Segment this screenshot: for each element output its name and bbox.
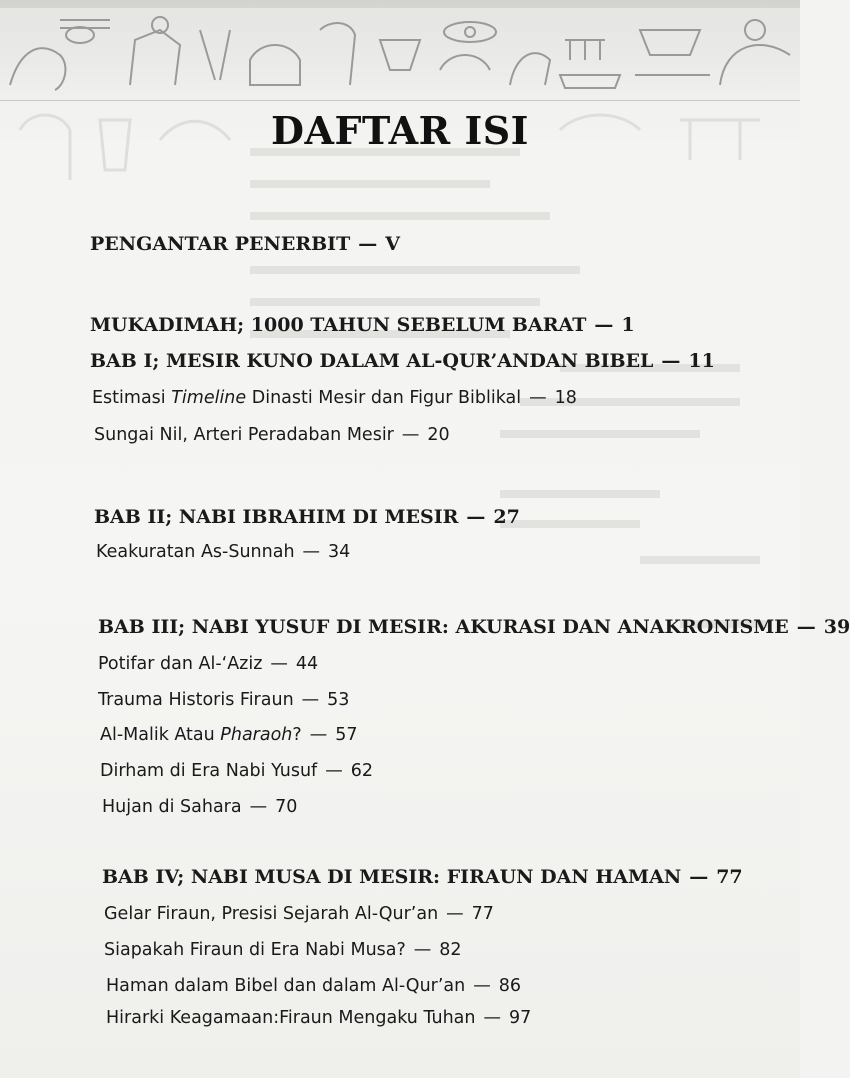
toc-entry-title: Dinasti Mesir dan Figur Biblikal <box>246 388 522 408</box>
show-through-background <box>0 100 800 660</box>
toc-separator: — <box>401 425 420 445</box>
toc-separator: — <box>309 725 328 745</box>
toc-chapter-entry <box>94 506 520 528</box>
toc-page-number: 77 <box>716 866 743 888</box>
toc-entry-title: BAB I; MESIR KUNO DALAM AL-QUR’ANDAN BIBEL <box>90 350 654 372</box>
toc-entry-title: Pharaoh <box>220 725 293 745</box>
toc-entry-title: Hirarki Keagamaan:Firaun Mengaku Tuhan <box>106 1008 476 1028</box>
toc-separator: — <box>249 797 268 817</box>
toc-entry-title: Hujan di Sahara <box>102 797 242 817</box>
toc-entry-title: Dirham di Era Nabi Yusuf <box>100 761 318 781</box>
toc-separator: — <box>689 866 709 888</box>
toc-page-number: 97 <box>509 1008 532 1028</box>
toc-entry-title: Haman dalam Bibel dan dalam Al-Qur’an <box>106 976 466 996</box>
toc-entry-title: BAB III; NABI YUSUF DI MESIR: AKURASI DAN ANAKRONISME <box>98 616 789 638</box>
toc-entry-title: Sungai Nil, Arteri Peradaban Mesir <box>94 425 394 445</box>
toc-section-entry <box>102 797 297 817</box>
toc-separator: — <box>270 654 288 674</box>
toc-chapter-entry <box>90 233 400 255</box>
toc-section-entry <box>98 654 318 674</box>
toc-chapter-entry <box>90 350 715 372</box>
toc-entry-title: Gelar Firaun, Presisi Sejarah Al-Qur’an <box>104 904 439 924</box>
toc-page-number: 20 <box>427 425 450 445</box>
toc-separator: — <box>301 690 320 710</box>
toc-separator: — <box>594 314 614 336</box>
toc-page-number: 44 <box>295 654 319 674</box>
toc-separator: — <box>473 976 491 996</box>
toc-entry-title: Al-Malik Atau <box>100 725 221 745</box>
toc-separator: — <box>302 542 321 562</box>
toc-page-number: 11 <box>688 350 715 372</box>
toc-page-number: 57 <box>335 725 358 745</box>
toc-section-entry <box>96 542 350 562</box>
toc-entry-title: BAB IV; NABI MUSA DI MESIR: FIRAUN DAN HAMAN <box>102 866 682 888</box>
toc-entry-title: MUKADIMAH; 1000 TAHUN SEBELUM BARAT <box>90 314 587 336</box>
toc-chapter-entry <box>102 866 743 888</box>
toc-chapter-entry <box>90 314 635 336</box>
toc-chapter-entry <box>98 616 850 638</box>
toc-separator: — <box>529 388 547 408</box>
toc-separator: — <box>325 761 343 781</box>
toc-separator: — <box>466 506 486 528</box>
toc-page-number: 34 <box>328 542 351 562</box>
toc-separator: — <box>796 616 816 638</box>
toc-page-number: 39 <box>823 616 850 638</box>
toc-section-entry <box>104 940 462 960</box>
toc-page-number: 82 <box>439 940 462 960</box>
toc-section-entry <box>106 1008 531 1028</box>
toc-separator: — <box>358 233 378 255</box>
toc-separator: — <box>413 940 432 960</box>
toc-separator: — <box>446 904 464 924</box>
toc-entry-title: ? <box>292 725 302 745</box>
toc-entry-title: Trauma Historis Firaun <box>98 690 294 710</box>
toc-page-number: 18 <box>554 388 577 408</box>
toc-section-entry <box>94 425 450 445</box>
toc-entry-title: Timeline <box>171 388 247 408</box>
toc-section-entry <box>92 388 577 408</box>
toc-section-entry <box>98 690 349 710</box>
toc-page-number: 53 <box>327 690 350 710</box>
toc-section-entry <box>100 725 357 745</box>
toc-page-number: 27 <box>493 506 520 528</box>
toc-section-entry <box>104 904 494 924</box>
hieroglyph-frieze-icon <box>0 0 800 100</box>
toc-page-number: 70 <box>275 797 298 817</box>
toc-page-number: V <box>385 233 400 255</box>
toc-page-number: 62 <box>350 761 373 781</box>
hieroglyph-header-image <box>0 0 800 101</box>
toc-page-number: 1 <box>621 314 635 336</box>
page-title: DAFTAR ISI <box>271 108 529 153</box>
toc-entry-title: Estimasi <box>92 388 172 408</box>
toc-entry-title: PENGANTAR PENERBIT <box>90 233 351 255</box>
toc-page-number: 86 <box>498 976 522 996</box>
toc-separator: — <box>661 350 681 372</box>
toc-entry-title: Keakuratan As-Sunnah <box>96 542 295 562</box>
toc-separator: — <box>483 1008 501 1028</box>
toc-entry-title: Siapakah Firaun di Era Nabi Musa? <box>104 940 406 960</box>
toc-entry-title: Potifar dan Al-‘Aziz <box>98 654 263 674</box>
toc-entry-title: BAB II; NABI IBRAHIM DI MESIR <box>94 506 459 528</box>
toc-section-entry <box>100 761 373 781</box>
toc-page-number: 77 <box>471 904 494 924</box>
toc-section-entry <box>106 976 521 996</box>
